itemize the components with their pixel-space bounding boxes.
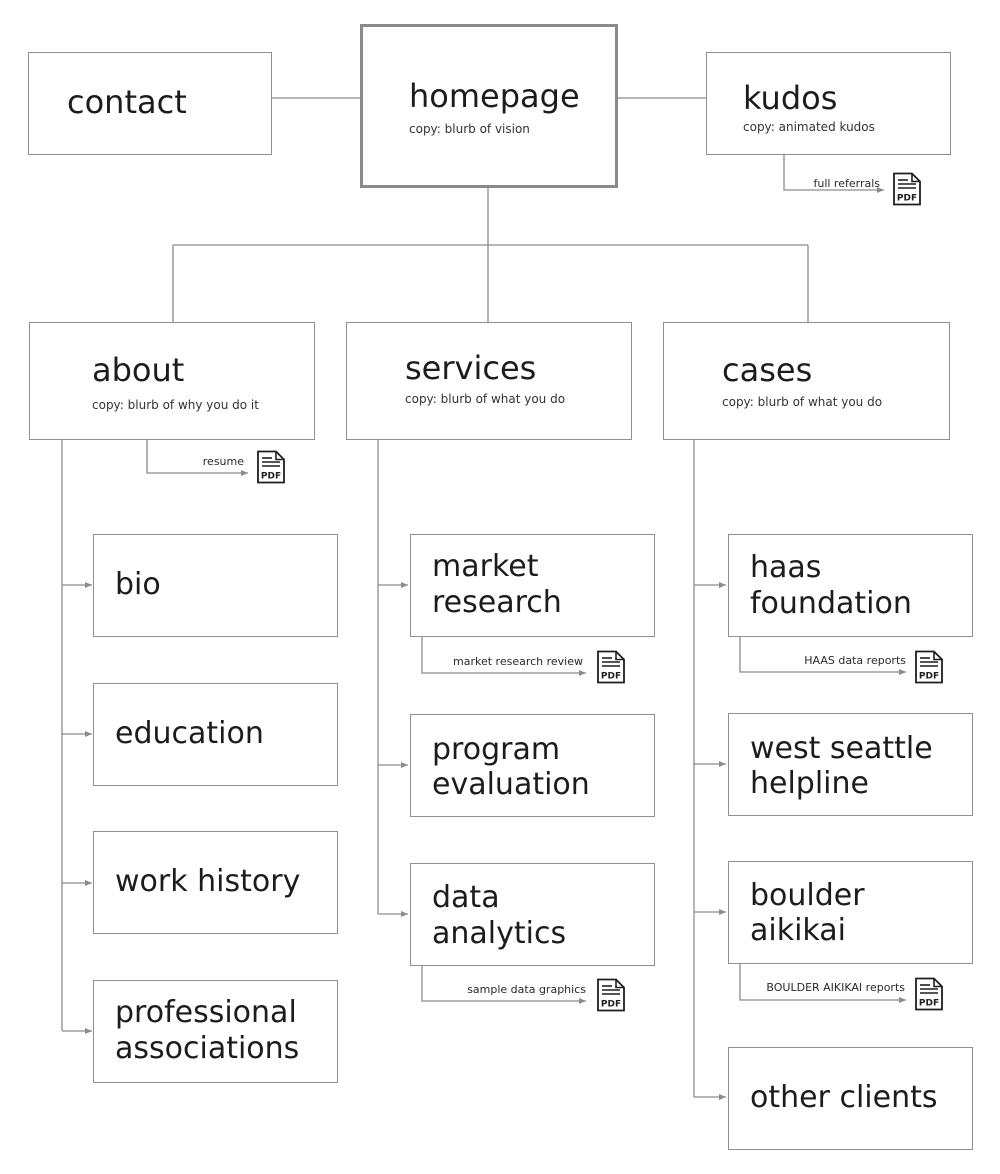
west-seattle-helpline-node[interactable] bbox=[728, 713, 973, 816]
homepage-copy: copy: blurb of vision bbox=[409, 122, 530, 136]
data-analytics-title-line2: analytics bbox=[432, 916, 567, 951]
boulder-aikikai-reports-label[interactable]: BOULDER AIKIKAI reports bbox=[766, 981, 905, 994]
kudos-node[interactable] bbox=[706, 52, 951, 155]
resume-pdf-icon[interactable] bbox=[256, 450, 286, 484]
contact-node[interactable] bbox=[28, 52, 272, 155]
work-history-node[interactable] bbox=[93, 831, 338, 934]
pdf-icon-text: PDF bbox=[600, 999, 622, 1010]
west-seattle-helpline-title-line1: west seattle bbox=[750, 731, 933, 766]
other-clients-node[interactable] bbox=[728, 1047, 973, 1150]
homepage-title: homepage bbox=[409, 77, 580, 115]
other-clients-title: other clients bbox=[750, 1080, 938, 1115]
full-referrals-pdf-icon[interactable] bbox=[892, 172, 922, 206]
resume-label[interactable]: resume bbox=[202, 455, 244, 468]
pdf-icon-text: PDF bbox=[896, 193, 918, 204]
data-analytics-title-line1: data bbox=[432, 880, 500, 915]
education-title: education bbox=[115, 716, 264, 751]
program-evaluation-title-line2: evaluation bbox=[432, 767, 590, 802]
bio-title: bio bbox=[115, 567, 161, 602]
sample-data-graphics-pdf-icon[interactable] bbox=[596, 978, 626, 1012]
professional-associations-title-line2: associations bbox=[115, 1031, 300, 1066]
services-title: services bbox=[405, 349, 537, 387]
services-node[interactable] bbox=[346, 322, 632, 440]
west-seattle-helpline-title-line2: helpline bbox=[750, 766, 869, 801]
pdf-icon-text: PDF bbox=[918, 998, 940, 1009]
boulder-aikikai-title-line2: aikikai bbox=[750, 913, 846, 948]
kudos-copy: copy: animated kudos bbox=[743, 120, 875, 134]
haas-data-reports-pdf-icon[interactable] bbox=[914, 650, 944, 684]
education-node[interactable] bbox=[93, 683, 338, 786]
homepage-node[interactable] bbox=[360, 24, 618, 188]
contact-title: contact bbox=[67, 83, 187, 121]
market-research-node[interactable] bbox=[410, 534, 655, 637]
haas-foundation-title-line2: foundation bbox=[750, 586, 912, 621]
professional-associations-node[interactable] bbox=[93, 980, 338, 1083]
boulder-aikikai-title-line1: boulder bbox=[750, 878, 865, 913]
program-evaluation-title-line1: program bbox=[432, 732, 561, 767]
kudos-title: kudos bbox=[743, 79, 838, 117]
about-copy: copy: blurb of why you do it bbox=[92, 398, 259, 412]
boulder-aikikai-reports-pdf-icon[interactable] bbox=[914, 977, 944, 1011]
cases-copy: copy: blurb of what you do bbox=[722, 395, 883, 409]
full-referrals-label[interactable]: full referrals bbox=[813, 177, 880, 190]
haas-foundation-node[interactable] bbox=[728, 534, 973, 637]
data-analytics-node[interactable] bbox=[410, 863, 655, 966]
pdf-icon-text: PDF bbox=[260, 471, 282, 482]
about-node[interactable] bbox=[29, 322, 315, 440]
sample-data-graphics-label[interactable]: sample data graphics bbox=[467, 983, 586, 996]
cases-title: cases bbox=[722, 351, 813, 389]
bio-node[interactable] bbox=[93, 534, 338, 637]
boulder-aikikai-node[interactable] bbox=[728, 861, 973, 964]
market-research-title-line1: market bbox=[432, 549, 539, 584]
market-research-review-pdf-icon[interactable] bbox=[596, 650, 626, 684]
haas-data-reports-label[interactable]: HAAS data reports bbox=[804, 654, 906, 667]
work-history-title: work history bbox=[115, 864, 301, 899]
market-research-title-line2: research bbox=[432, 585, 562, 620]
market-research-review-label[interactable]: market research review bbox=[453, 655, 583, 668]
pdf-icon-text: PDF bbox=[918, 671, 940, 682]
pdf-icon-text: PDF bbox=[600, 671, 622, 682]
services-copy: copy: blurb of what you do bbox=[405, 392, 566, 406]
about-title: about bbox=[92, 351, 185, 389]
haas-foundation-title-line1: haas bbox=[750, 550, 822, 585]
program-evaluation-node[interactable] bbox=[410, 714, 655, 817]
cases-node[interactable] bbox=[663, 322, 950, 440]
professional-associations-title-line1: professional bbox=[115, 995, 297, 1030]
